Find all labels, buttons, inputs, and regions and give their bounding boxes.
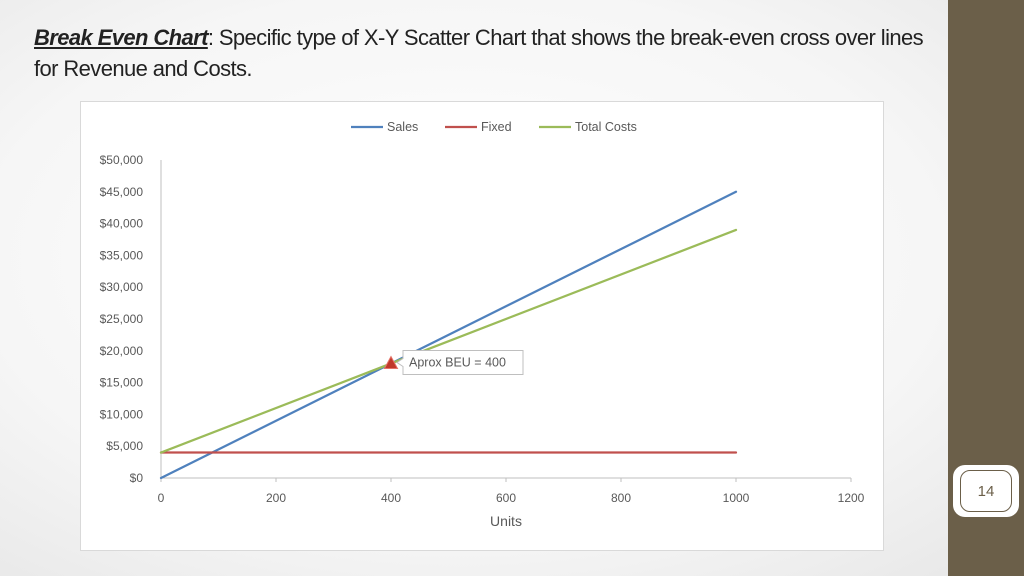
page-number: 14 [960, 470, 1012, 512]
y-tick-label: $25,000 [99, 312, 143, 326]
y-tick-label: $20,000 [99, 343, 143, 358]
x-tick-label: 400 [380, 491, 402, 505]
chart-container [80, 101, 884, 551]
series-line-total-costs [161, 230, 736, 453]
slide-title [34, 22, 934, 84]
x-tick-label: 0 [157, 491, 165, 505]
y-tick-label: $5,000 [106, 439, 143, 454]
x-tick-label: 800 [610, 491, 632, 505]
y-tick-label: $15,000 [99, 375, 143, 390]
annotation-label: Aprox BEU = 400 [409, 355, 506, 370]
y-tick-label: $40,000 [99, 216, 143, 231]
break-even-chart [81, 102, 885, 552]
y-tick-label: $35,000 [99, 248, 143, 263]
slide-title-rest: : Specific type of X-Y Scatter Chart that shows the break-even cross over lines for Revenue and Costs. [34, 25, 924, 81]
legend-label: Sales [387, 120, 419, 134]
y-tick-label: $45,000 [99, 184, 143, 199]
legend-label: Total Costs [575, 120, 637, 134]
y-tick-label: $50,000 [99, 153, 143, 167]
x-axis-title: Units [490, 513, 522, 529]
series-line-sales [161, 192, 736, 478]
x-tick-label: 1200 [837, 491, 865, 505]
y-tick-label: $10,000 [99, 407, 143, 422]
x-tick-label: 600 [495, 491, 517, 505]
x-tick-label: 200 [265, 491, 287, 505]
x-tick-label: 1000 [722, 491, 750, 505]
y-tick-label: $0 [129, 471, 143, 485]
y-tick-label: $30,000 [99, 280, 143, 295]
legend-label: Fixed [481, 120, 512, 134]
slide-title-lead: Break Even Chart [34, 25, 208, 50]
